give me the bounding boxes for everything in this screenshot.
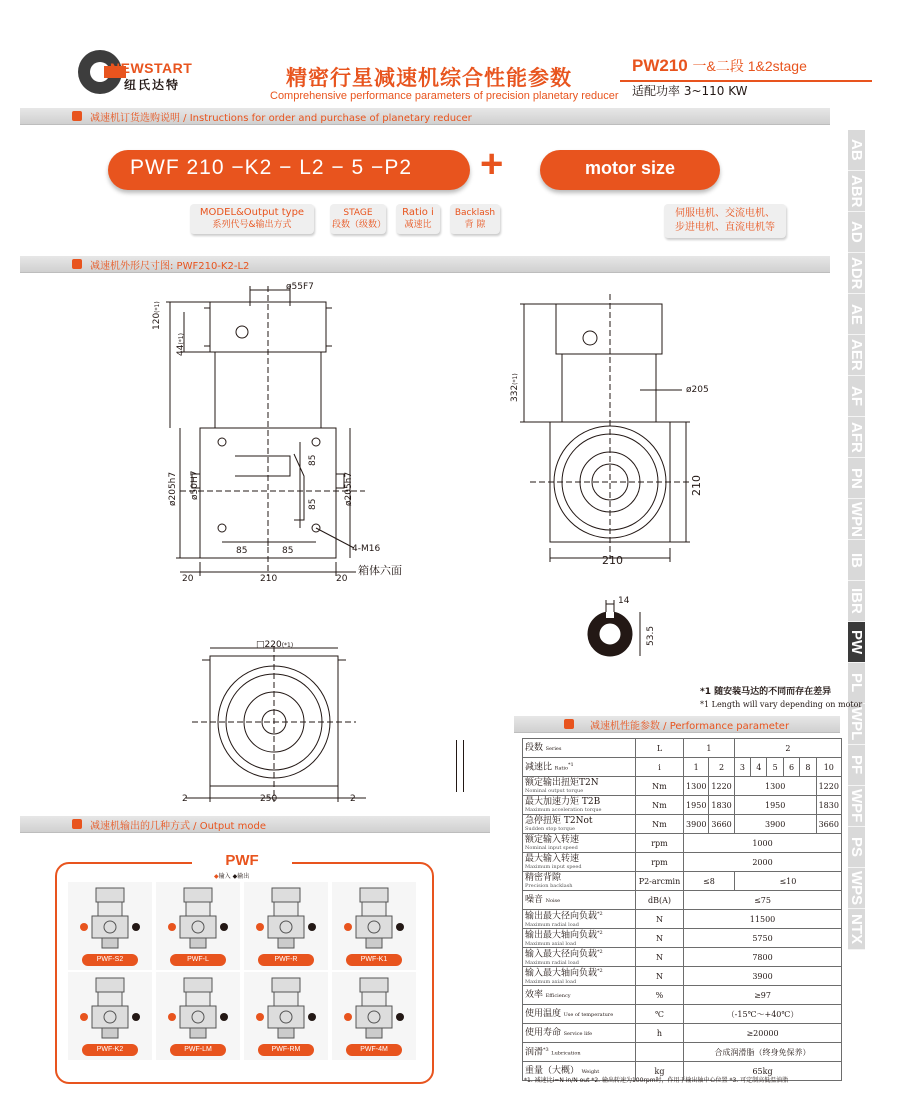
row-label: 额定输入转速	[525, 835, 580, 845]
tag-motor-types	[664, 204, 786, 238]
section-marker-icon	[72, 259, 82, 269]
value-cell: 1300	[684, 777, 709, 796]
gearbox-diagram-icon	[244, 972, 328, 1044]
row-note: *2	[597, 930, 603, 937]
model-heading	[632, 56, 807, 76]
tag-en: Ratio i	[402, 207, 434, 218]
bottom-view-drawing	[176, 640, 376, 812]
order-code-pill	[108, 150, 470, 190]
motor-flange	[556, 304, 662, 354]
dim-m16: 4-M16	[352, 544, 381, 554]
row-label-en: Noise	[545, 897, 561, 904]
row-note: *3	[543, 1046, 549, 1053]
row-label: 噪音	[525, 894, 544, 905]
legend-out: 输出	[237, 873, 250, 880]
dim-d205-right: ø205h7	[344, 471, 354, 506]
row-label: 精密背隙	[525, 873, 562, 883]
value-cell: ≤75	[684, 891, 842, 910]
gearbox-diagram-icon	[68, 882, 152, 954]
side-view-drawing	[500, 294, 710, 584]
row-label: 额定输出扭矩T2N	[525, 778, 599, 788]
ratio-cell: 10	[816, 758, 841, 777]
ratio-cell: 1	[684, 758, 709, 777]
section-title: 减速机性能参数 / Performance parameter	[590, 721, 790, 732]
order-code: PWF 210 −K2 − L2 − 5 −P2	[130, 156, 412, 179]
row-label-en: Sudden stop torque	[525, 826, 575, 832]
table-row	[523, 758, 842, 777]
gearbox-diagram-icon	[332, 882, 416, 954]
unit-cell: N	[635, 967, 683, 986]
output-mode-label: PWF-LM	[170, 1044, 226, 1056]
power-range: 适配功率 3~110 KW	[632, 84, 748, 98]
dim-h120	[152, 301, 162, 330]
tag-backlash	[450, 204, 500, 234]
output-mode-card	[68, 882, 152, 970]
value-cell: 1220	[709, 777, 734, 796]
ratio-cell: 8	[800, 758, 816, 777]
output-mode-title: PWF	[192, 852, 292, 872]
output-mode-card	[244, 972, 328, 1060]
output-mode-label: PWF-4M	[346, 1044, 402, 1056]
page-title: 精密行星减速机综合性能参数	[286, 66, 572, 90]
row-label: 效率	[525, 989, 544, 1000]
dim-d205-left: ø205h7	[168, 471, 178, 506]
section-bar-perf	[514, 716, 840, 733]
input-arrow-icon: ◆	[214, 873, 219, 880]
side-nav-item-pn[interactable]: PN	[848, 458, 865, 499]
dim-note: (*1)	[154, 301, 161, 313]
row-label: 最大加速力矩 T2B	[525, 797, 601, 807]
unit-cell	[635, 1043, 683, 1062]
output-mode-label: PWF-K2	[82, 1044, 138, 1056]
unit-cell: L	[635, 739, 683, 758]
value-cell: 1830	[709, 796, 734, 815]
unit-cell: P2-arcmin	[635, 872, 683, 891]
dim-d55: ø55F7	[286, 282, 314, 292]
ratio-cell: 6	[783, 758, 799, 777]
dim-w210: 210	[260, 574, 278, 584]
table-row	[523, 929, 842, 948]
row-label-en: Use of temperature	[563, 1011, 614, 1018]
row-label: 润滑	[525, 1047, 544, 1058]
side-nav-item-abr[interactable]: ABR	[848, 171, 865, 212]
value-cell: 1950	[734, 796, 816, 815]
output-mode-card	[332, 882, 416, 970]
output-mode-card	[332, 972, 416, 1060]
tag-cn: 段数（级数）	[332, 220, 387, 230]
value-cell: 1830	[816, 796, 841, 815]
gearbox-diagram-icon	[244, 882, 328, 954]
section-marker-icon	[72, 819, 82, 829]
side-nav-item-afr[interactable]: AFR	[848, 417, 865, 458]
dim-value: 332	[510, 384, 520, 402]
unit-cell: %	[635, 986, 683, 1005]
tag-cn: 减速比	[404, 220, 432, 230]
unit-cell: Nm	[635, 815, 683, 834]
dim-w250: 250	[260, 794, 278, 804]
ratio-cell: 2	[709, 758, 734, 777]
dim-w20a: 20	[182, 574, 194, 584]
unit-cell: kg	[635, 1062, 683, 1081]
dim-value: 44	[176, 344, 186, 356]
gearbox-diagram-icon	[68, 972, 152, 1044]
section-bar-order	[20, 108, 830, 125]
ratio-cell: 3	[734, 758, 750, 777]
row-label: 重量（大概）	[525, 1065, 580, 1076]
side-nav-item-adr[interactable]: ADR	[848, 253, 865, 294]
value-cell: 5750	[684, 929, 842, 948]
side-nav-item-ps[interactable]: PS	[848, 827, 865, 868]
side-nav-item-ab[interactable]: AB	[848, 130, 865, 171]
dim-note: (*1)	[281, 642, 294, 649]
row-label: 输出最大轴向负载	[525, 930, 598, 941]
table-row	[523, 986, 842, 1005]
motor-types-line: 步进电机、直流电机等	[675, 222, 775, 233]
table-row	[523, 815, 842, 834]
note-1-en: *1 Length will vary depending on motor	[700, 700, 863, 709]
model-stage: 一&二段 1&2stage	[692, 58, 807, 74]
brand-name-cn: 纽氏达特	[124, 78, 181, 92]
row-label-en: Nominal output torque	[525, 788, 584, 794]
unit-cell: N	[635, 929, 683, 948]
dim-key535: 53.5	[646, 625, 656, 646]
table-row	[523, 739, 842, 758]
table-row	[523, 1005, 842, 1024]
unit-cell: i	[635, 758, 683, 777]
value-cell: 2000	[684, 853, 842, 872]
value-cell: ≤8	[684, 872, 735, 891]
output-mode-label: PWF-S2	[82, 954, 138, 966]
row-label: 最大输入转速	[525, 854, 580, 864]
row-label-en: Maximum radial load	[525, 921, 579, 928]
gearbox-diagram-icon	[332, 972, 416, 1044]
tag-cn: 背 隙	[464, 220, 486, 230]
output-mode-label: PWF-L	[170, 954, 226, 966]
tag-cn: 系列代号&输出方式	[212, 220, 292, 230]
row-label-en: Maximum input speed	[525, 864, 582, 870]
value-cell: 7800	[684, 948, 842, 967]
side-nav-item-af[interactable]: AF	[848, 376, 865, 417]
side-nav-item-ibr[interactable]: IBR	[848, 581, 865, 622]
table-row	[523, 891, 842, 910]
side-nav-item-pl[interactable]: PL	[848, 663, 865, 704]
unit-cell: Nm	[635, 796, 683, 815]
row-label: 输出最大径向负载	[525, 911, 598, 922]
stage-cell: 1	[684, 739, 735, 758]
row-label: 使用寿命	[525, 1027, 562, 1038]
value-cell: 1300	[734, 777, 816, 796]
shaft-section-drawing	[580, 596, 670, 666]
unit-cell: rpm	[635, 853, 683, 872]
table-row	[523, 853, 842, 872]
unit-cell: h	[635, 1024, 683, 1043]
table-row	[523, 777, 842, 796]
side-nav-item-wps[interactable]: WPS	[848, 868, 865, 909]
side-nav-item-ad[interactable]: AD	[848, 212, 865, 253]
value-cell: 合成润滑脂（终身免保养）	[684, 1043, 842, 1062]
plus-icon: +	[480, 142, 504, 186]
table-footnote: *1. 减速比i=N in/N out *2. 输出转速为100rpm时，作用于输出轴中心位置 *3. 可定制高低温油脂	[524, 1077, 789, 1084]
stage-cell: 2	[734, 739, 841, 758]
side-nav-item-pf[interactable]: PF	[848, 745, 865, 786]
table-row	[523, 948, 842, 967]
row-note: *2	[597, 949, 603, 956]
row-label-en: Precision backlash	[525, 883, 573, 889]
dim-w20b: 20	[336, 574, 348, 584]
tag-ratio	[396, 204, 440, 234]
ratio-cell: 5	[767, 758, 783, 777]
row-label: 输入最大轴向负载	[525, 968, 598, 979]
tag-en: Backlash	[454, 208, 496, 218]
row-label-en: Lubrication	[551, 1050, 581, 1057]
gear-housing	[562, 354, 656, 422]
section-title: 减速机输出的几种方式 / Output mode	[90, 821, 267, 832]
note-1-cn: *1 随安装马达的不同而存在差异	[700, 687, 832, 697]
unit-cell: Nm	[635, 777, 683, 796]
value-cell: （-15℃～+40℃）	[684, 1005, 842, 1024]
row-label: 输入最大径向负载	[525, 949, 598, 960]
gearbox-diagram-icon	[156, 972, 240, 1044]
output-arrow-icon: ◆	[232, 873, 238, 880]
brand-name: NEWSTART	[110, 60, 193, 76]
row-label-en: Maximum axial load	[525, 978, 577, 985]
dim-w2b: 2	[350, 794, 356, 804]
output-legend	[214, 871, 249, 880]
row-note: *2	[597, 968, 603, 975]
dim-v85a: 85	[308, 454, 318, 466]
dim-note: (*1)	[512, 373, 519, 385]
section-title: 减速机订货选购说明 / Instructions for order and purchase of planetary reducer	[90, 113, 472, 124]
side-profile-line	[456, 740, 464, 792]
section-bar-output	[20, 816, 490, 833]
table-row	[523, 834, 842, 853]
table-row	[523, 872, 842, 891]
dim-h85b: 85	[282, 546, 294, 556]
value-cell: 1950	[684, 796, 709, 815]
row-note: *1	[568, 761, 574, 768]
value-cell: 3900	[684, 967, 842, 986]
row-note: *2	[597, 911, 603, 918]
dim-s210-h: 210	[602, 554, 623, 567]
row-label: 使用温度	[525, 1008, 562, 1019]
dim-note: (*1)	[178, 333, 185, 345]
gearbox-diagram-icon	[156, 882, 240, 954]
unit-cell: N	[635, 948, 683, 967]
dim-h332	[510, 373, 520, 402]
ratio-cell: 4	[751, 758, 767, 777]
section-title: 减速机外形尺寸图: PWF210-K2-L2	[90, 261, 250, 272]
series-side-nav	[848, 130, 900, 950]
dim-key14: 14	[618, 596, 630, 606]
dim-sq220	[256, 640, 293, 650]
row-label-en: Maximum axial load	[525, 940, 577, 947]
model-code: PW210	[632, 56, 688, 75]
row-label: 减速比	[525, 762, 553, 773]
dim-value: 120	[152, 312, 162, 330]
unit-cell: rpm	[635, 834, 683, 853]
row-label: 段数	[525, 742, 544, 753]
value-cell: 1000	[684, 834, 842, 853]
section-marker-icon	[564, 719, 574, 729]
side-nav-item-aer[interactable]: AER	[848, 335, 865, 376]
value-cell: 65kg	[684, 1062, 842, 1081]
motor-size-label: motor size	[584, 158, 676, 178]
value-cell: 3900	[734, 815, 816, 834]
box-note: 箱体六面	[358, 564, 402, 577]
value-cell: ≥97	[684, 986, 842, 1005]
row-label-en: Weight	[581, 1068, 600, 1075]
unit-cell: dB(A)	[635, 891, 683, 910]
table-row	[523, 1043, 842, 1062]
output-mode-card	[244, 882, 328, 970]
motor-types-line: 伺服电机、交流电机、	[675, 208, 775, 219]
side-nav-item-wpf[interactable]: WPF	[848, 786, 865, 827]
value-cell: 11500	[684, 910, 842, 929]
tag-stage	[330, 204, 386, 234]
dim-v85b: 85	[308, 498, 318, 510]
section-marker-icon	[72, 111, 82, 121]
output-mode-label: PWF-RM	[258, 1044, 314, 1056]
unit-cell: N	[635, 910, 683, 929]
table-row	[523, 1024, 842, 1043]
side-nav-item-ib[interactable]: IB	[848, 540, 865, 581]
table-row	[523, 967, 842, 986]
performance-table	[522, 738, 842, 1081]
section-bar-dims	[20, 256, 830, 273]
side-nav-item-wpn[interactable]: WPN	[848, 499, 865, 540]
row-label-en: Nominal input speed	[525, 845, 578, 851]
dim-h44	[176, 333, 186, 356]
table-row	[523, 910, 842, 929]
tag-en: MODEL&Output type	[199, 207, 305, 218]
value-cell: 3900	[684, 815, 709, 834]
dim-value: □220	[256, 640, 282, 650]
value-cell: 3660	[709, 815, 734, 834]
dim-w2a: 2	[182, 794, 188, 804]
dim-s210-v: 210	[690, 475, 703, 496]
value-cell: 1220	[816, 777, 841, 796]
tag-en: STAGE	[343, 208, 373, 218]
front-view-drawing	[140, 276, 380, 588]
row-label-en: Ratio	[554, 765, 569, 772]
tag-model	[190, 204, 314, 234]
unit-cell: ℃	[635, 1005, 683, 1024]
value-cell: 3660	[816, 815, 841, 834]
output-mode-card	[156, 882, 240, 970]
value-cell: ≥20000	[684, 1024, 842, 1043]
dim-d205: ø205	[686, 385, 709, 395]
output-mode-card	[156, 972, 240, 1060]
side-nav-item-ntx[interactable]: NTX	[848, 909, 865, 950]
legend-in: 输入	[218, 873, 231, 880]
output-mode-label: PWF-R	[258, 954, 314, 966]
page-subtitle: Comprehensive performance parameters of precision planetary reducer	[270, 90, 619, 102]
row-label-en: Maximum radial load	[525, 959, 579, 966]
output-mode-label: PWF-K1	[346, 954, 402, 966]
side-nav-item-wpl[interactable]: WPL	[848, 704, 865, 745]
dim-d50: ø50H7	[190, 470, 200, 500]
motor-size-pill	[540, 150, 720, 190]
row-label-en: Series	[545, 745, 562, 752]
row-label: 急停扭矩 T2Not	[525, 816, 593, 826]
side-nav-item-ae[interactable]: AE	[848, 294, 865, 335]
row-label-en: Maximum acceleration torque	[525, 807, 602, 813]
side-nav-item-pw[interactable]: PW	[848, 622, 865, 663]
value-cell: ≤10	[734, 872, 841, 891]
row-label-en: Service life	[563, 1030, 593, 1037]
table-row	[523, 796, 842, 815]
dim-h85a: 85	[236, 546, 248, 556]
output-mode-card	[68, 972, 152, 1060]
row-label-en: Efficiency	[545, 992, 571, 999]
